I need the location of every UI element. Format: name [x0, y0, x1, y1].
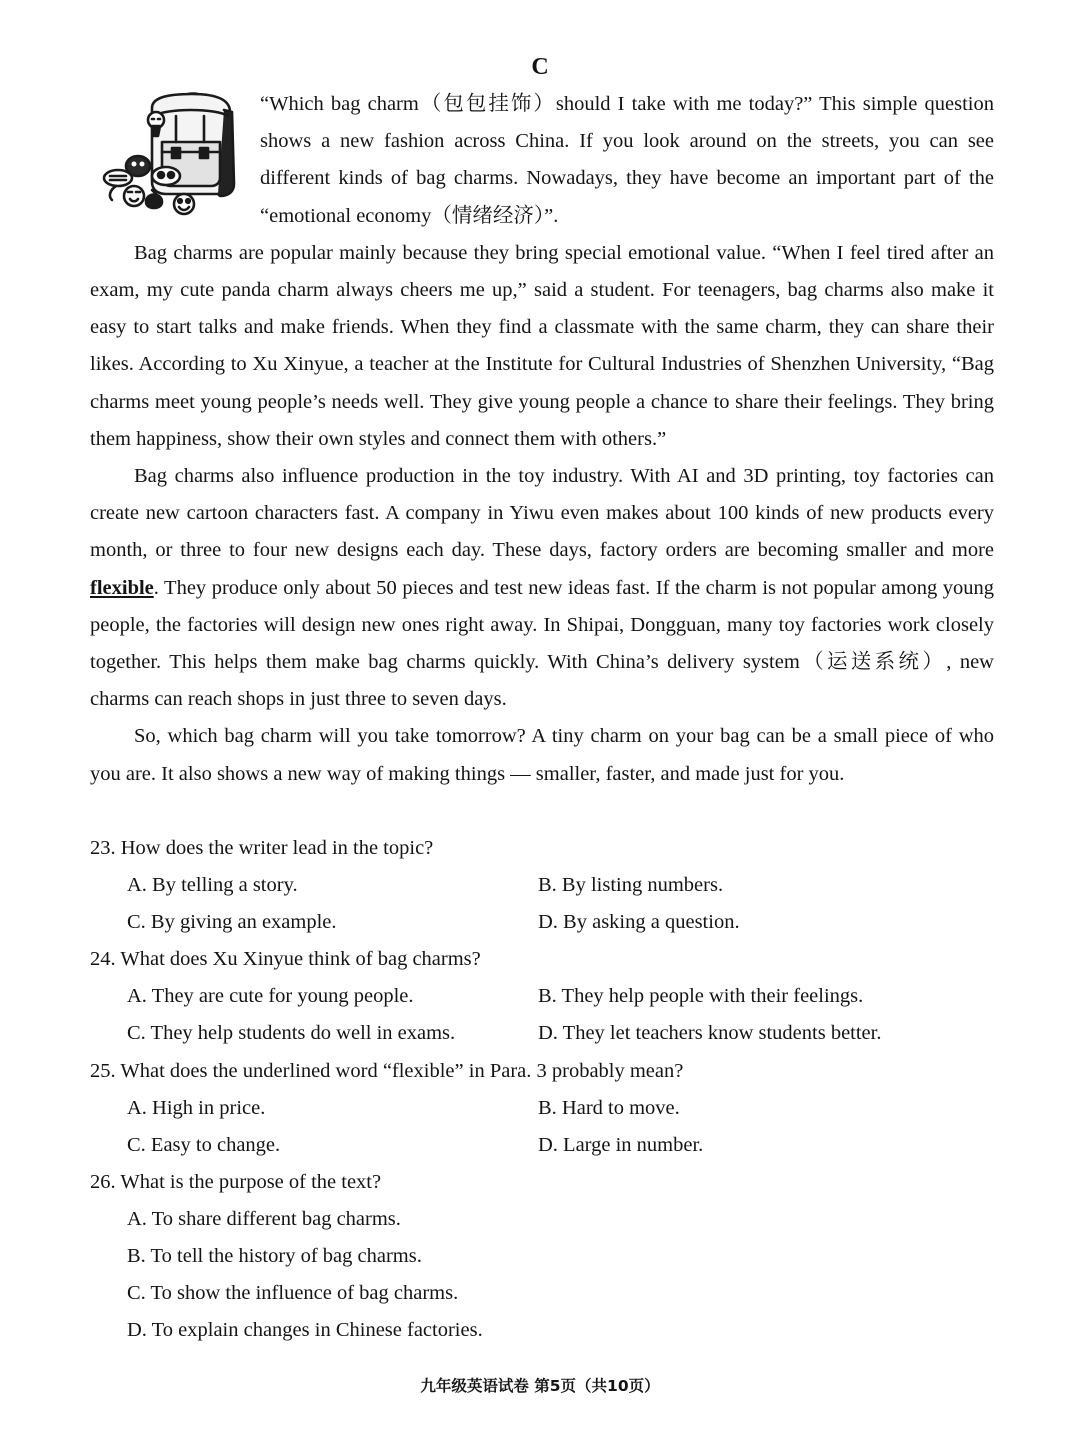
question-26-option-d[interactable]: D. To explain changes in Chinese factories.: [127, 1319, 483, 1342]
question-25-option-b[interactable]: B. Hard to move.: [538, 1096, 680, 1119]
question-24-stem: 24. What does Xu Xinyue think of bag charms?: [90, 948, 481, 971]
question-24-option-d[interactable]: D. They let teachers know students better.: [538, 1022, 882, 1045]
question-25-stem: 25. What does the underlined word “flexible” in Para. 3 probably mean?: [90, 1059, 684, 1082]
question-23-row-1: [90, 867, 994, 904]
question-23-option-b[interactable]: B. By listing numbers.: [538, 874, 724, 897]
question-24-row-1: [90, 978, 994, 1015]
question-list: [90, 830, 994, 1349]
question-26-option-b[interactable]: B. To tell the history of bag charms.: [127, 1245, 422, 1268]
question-24-option-c[interactable]: C. They help students do well in exams.: [127, 1022, 456, 1045]
question-25-row-2: [90, 1127, 994, 1164]
page-footer: 九年级英语试卷 第5页（共10页）: [420, 1377, 660, 1395]
question-23-row-2: [90, 904, 994, 941]
question-24-option-a[interactable]: A. They are cute for young people.: [127, 985, 414, 1008]
underlined-word: flexible: [90, 576, 154, 599]
question-25-option-a[interactable]: A. High in price.: [127, 1096, 266, 1119]
question-23-stem: 23. How does the writer lead in the topic?: [90, 837, 434, 859]
question-25-row-1: [90, 1090, 994, 1127]
question-25-option-d[interactable]: D. Large in number.: [538, 1133, 704, 1156]
question-23-option-a[interactable]: A. By telling a story.: [127, 874, 298, 897]
question-26-option-c[interactable]: C. To show the influence of bag charms.: [127, 1282, 459, 1305]
question-23-option-c[interactable]: C. By giving an example.: [127, 911, 337, 934]
question-24-option-b[interactable]: B. They help people with their feelings.: [538, 985, 864, 1008]
question-26-option-a[interactable]: A. To share different bag charms.: [127, 1207, 401, 1230]
reading-passage: [90, 86, 994, 793]
passage-paragraph-3-part-2: . They produce only about 50 pieces and test new ideas fast. If the charm is not popular among young people, the factories will design new ones right away. In Shipai, Dongguan, many toy factories work closely together. This helps them make bag charms quickly. With China’s delivery system（运送系统）, new charms can reach shops in just three to seven days.: [90, 576, 994, 711]
passage-paragraph-1: “Which bag charm（包包挂饰）should I take with me today?” This simple question shows a new fashion across China. If you look around on the streets, you can see different kinds of bag charms. Nowadays, they have become an important part of the “emotional economy（情绪经济）”.: [260, 93, 994, 227]
passage-paragraph-3: [90, 458, 994, 718]
question-23-option-d[interactable]: D. By asking a question.: [538, 911, 740, 934]
section-heading: C: [531, 54, 549, 80]
passage-paragraph-4: So, which bag charm will you take tomorrow? A tiny charm on your bag can be a small piece of who you are. It also shows a new way of making things — smaller, faster, and made just for you.: [90, 725, 994, 785]
passage-paragraph-3-part-1: Bag charms also influence production in the toy industry. With AI and 3D printing, toy factories can create new cartoon characters fast. A company in Yiwu even makes about 100 kinds of new products every month, or three to four new designs each day. These days, factory orders are becoming smaller and more: [90, 465, 994, 562]
question-26-stem: 26. What is the purpose of the text?: [90, 1170, 382, 1193]
passage-paragraph-2: Bag charms are popular mainly because they bring special emotional value. “When I feel tired after an exam, my cute panda charm always cheers me up,” said a student. For teenagers, bag charms also make it easy to start talks and make friends. When they find a classmate with the same charm, they can share their likes. According to Xu Xinyue, a teacher at the Institute for Cultural Industries of Shenzhen University, “Bag charms meet young people’s needs well. They give young people a chance to share their feelings. They bring them happiness, show their own styles and connect them with others.”: [90, 241, 994, 450]
question-25-option-c[interactable]: C. Easy to change.: [127, 1133, 281, 1156]
question-24-row-2: [90, 1015, 994, 1052]
